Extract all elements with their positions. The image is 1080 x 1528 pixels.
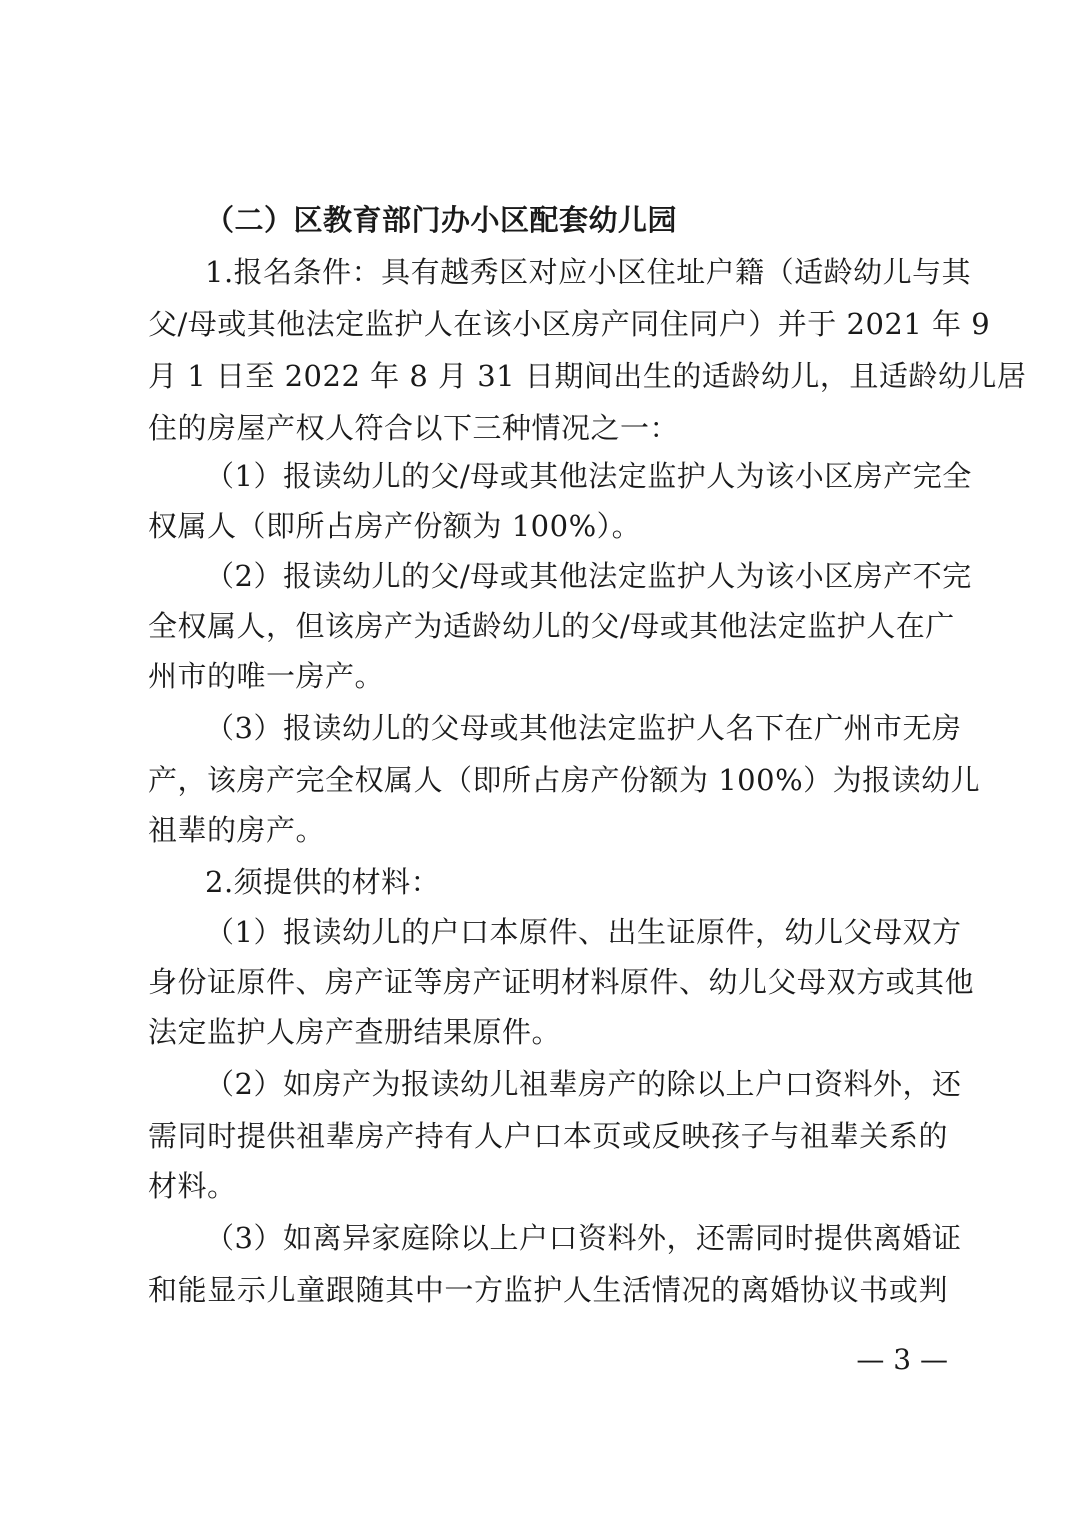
cond1-line-2: 权属人（即所占房产份额为 100%）。	[148, 509, 642, 543]
mat3-line-2: 和能显示儿童跟随其中一方监护人生活情况的离婚协议书或判	[148, 1273, 948, 1307]
section-heading: （二）区教育部门办小区配套幼儿园	[205, 203, 678, 237]
mat1-line-1: （1）报读幼儿的户口本原件、出生证原件，幼儿父母双方	[205, 915, 962, 949]
item2-title: 2.须提供的材料：	[205, 865, 441, 899]
item1-line-2: 父/母或其他法定监护人在该小区房产同住同户）并于 2021 年 9	[148, 307, 991, 341]
cond2-line-2: 全权属人，但该房产为适龄幼儿的父/母或其他法定监护人在广	[148, 609, 955, 643]
item1-line-1: 1.报名条件：具有越秀区对应小区住址户籍（适龄幼儿与其	[205, 255, 972, 289]
cond1-line-1: （1）报读幼儿的父/母或其他法定监护人为该小区房产完全	[205, 459, 972, 493]
cond3-line-3: 祖辈的房产。	[148, 813, 326, 847]
item1-line-4: 住的房屋产权人符合以下三种情况之一：	[148, 411, 680, 445]
cond2-line-1: （2）报读幼儿的父/母或其他法定监护人为该小区房产不完	[205, 559, 972, 593]
mat2-line-2: 需同时提供祖辈房产持有人户口本页或反映孩子与祖辈关系的	[148, 1119, 948, 1153]
mat1-line-2: 身份证原件、房产证等房产证明材料原件、幼儿父母双方或其他	[148, 965, 975, 999]
cond3-line-1: （3）报读幼儿的父母或其他法定监护人名下在广州市无房	[205, 711, 962, 745]
cond3-line-2: 产，该房产完全权属人（即所占房产份额为 100%）为报读幼儿	[148, 763, 981, 797]
item1-line-3: 月 1 日至 2022 年 8 月 31 日期间出生的适龄幼儿，且适龄幼儿居	[148, 359, 1027, 393]
mat3-line-1: （3）如离异家庭除以上户口资料外，还需同时提供离婚证	[205, 1221, 962, 1255]
mat1-line-3: 法定监护人房产查册结果原件。	[148, 1015, 562, 1049]
page-number: — 3 —	[856, 1343, 948, 1376]
mat2-line-1: （2）如房产为报读幼儿祖辈房产的除以上户口资料外，还	[205, 1067, 962, 1101]
mat2-line-3: 材料。	[148, 1169, 237, 1203]
cond2-line-3: 州市的唯一房产。	[148, 659, 385, 693]
